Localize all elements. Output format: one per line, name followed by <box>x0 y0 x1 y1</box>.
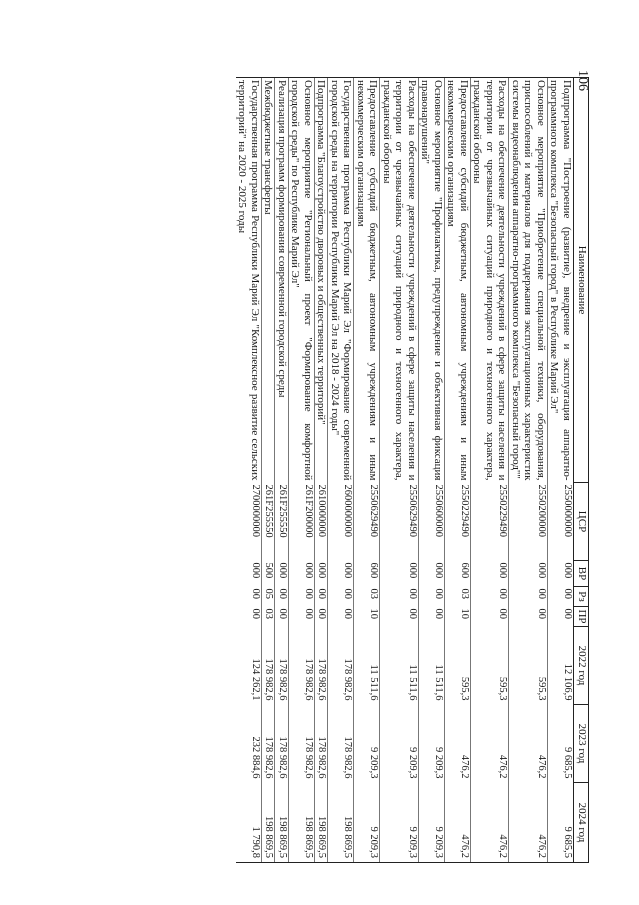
cell-rz: 00 <box>471 587 510 607</box>
cell-pr: 00 <box>380 607 419 627</box>
cell-2023: 476,2 <box>509 705 548 783</box>
cell-2022: 178 982,6 <box>275 627 289 705</box>
cell-csr: 2550000000 <box>548 483 574 561</box>
cell-name: Основное мероприятие "Профилактика, предупреждение и объективная фиксация правонарушений" <box>419 78 445 483</box>
cell-name: Расходы на обеспечение деятельности учреждений в сфере защиты населения и территории от чрезвычайных ситуаций природного и техногенного характера, гражданской обороны <box>380 78 419 483</box>
cell-pr: 00 <box>419 607 445 627</box>
table-body <box>236 78 574 863</box>
cell-name: Государственная программа Республики Марий Эл "Формирование современной городской среды на территории Республики Марий Эл на 2018 - 2024 годы" <box>328 78 354 483</box>
cell-2023: 9 209,3 <box>419 705 445 783</box>
cell-vr: 600 <box>445 561 471 587</box>
cell-2023: 232 884,6 <box>236 705 262 783</box>
cell-2022: 178 982,6 <box>315 627 329 705</box>
cell-pr: 00 <box>315 607 329 627</box>
cell-csr: 2550200000 <box>509 483 548 561</box>
cell-rz: 00 <box>509 587 548 607</box>
cell-2024: 198 869,5 <box>262 783 276 863</box>
cell-vr: 000 <box>315 561 329 587</box>
cell-2022: 595,3 <box>471 627 510 705</box>
cell-2022: 595,3 <box>445 627 471 705</box>
cell-name: Основное мероприятие "Приобретение специальной техники, оборудования, приспособлений и материалов для поддержания эксплуатационных характеристик системы видеонаблюдения аппаратно-программного комплекса "Безопасный город"" <box>509 78 548 483</box>
cell-csr: 261F255550 <box>262 483 276 561</box>
cell-vr: 000 <box>328 561 354 587</box>
cell-name: Расходы на обеспечение деятельности учреждений в сфере защиты населения и территории от чрезвычайных ситуаций природного и техногенного характера, гражданской обороны <box>471 78 510 483</box>
cell-csr: 2550229490 <box>471 483 510 561</box>
cell-rz: 00 <box>275 587 289 607</box>
cell-rz: 00 <box>328 587 354 607</box>
cell-2024: 9 685,5 <box>548 783 574 863</box>
cell-2022: 11 511,6 <box>380 627 419 705</box>
table-row <box>471 78 510 863</box>
cell-name: Основное мероприятие "Региональный проект "Формирование комфортной городской среды" по Республике Марий Эл" <box>289 78 315 483</box>
cell-rz: 00 <box>236 587 262 607</box>
cell-pr: 00 <box>289 607 315 627</box>
table-row <box>509 78 548 863</box>
cell-2024: 1 790,8 <box>236 783 262 863</box>
table-row <box>419 78 445 863</box>
cell-vr: 500 <box>262 561 276 587</box>
cell-name: Государственная программа Республики Марий Эл "Комплексное развитие сельских территорий" на 2020 - 2025 годы <box>236 78 262 483</box>
table-row <box>275 78 289 863</box>
cell-2023: 9 685,5 <box>548 705 574 783</box>
cell-rz: 00 <box>315 587 329 607</box>
table-row <box>445 78 471 863</box>
cell-csr: 2610000000 <box>315 483 329 561</box>
cell-2023: 178 982,6 <box>315 705 329 783</box>
table-row <box>328 78 354 863</box>
cell-pr: 10 <box>445 607 471 627</box>
cell-vr: 000 <box>236 561 262 587</box>
cell-2023: 476,2 <box>471 705 510 783</box>
cell-name: Межбюджетные трансферты <box>262 78 276 483</box>
header-vr: ВР <box>574 561 589 587</box>
cell-pr: 00 <box>548 607 574 627</box>
cell-rz: 00 <box>419 587 445 607</box>
header-2023: 2023 год <box>574 705 589 783</box>
table-row <box>354 78 380 863</box>
rotated-page-content <box>104 77 589 862</box>
page-number: 106 <box>575 70 590 91</box>
cell-csr: 2700000000 <box>236 483 262 561</box>
cell-rz: 05 <box>262 587 276 607</box>
header-name: Наименование <box>574 78 589 483</box>
cell-2022: 12 106,9 <box>548 627 574 705</box>
cell-2022: 178 982,6 <box>262 627 276 705</box>
cell-name: Предоставление субсидий бюджетным, автономным учреждениям и иным некоммерческим организациям <box>354 78 380 483</box>
cell-2024: 9 209,3 <box>380 783 419 863</box>
budget-table <box>236 77 589 863</box>
cell-rz: 00 <box>289 587 315 607</box>
cell-pr: 00 <box>275 607 289 627</box>
cell-2022: 11 511,6 <box>354 627 380 705</box>
cell-vr: 000 <box>548 561 574 587</box>
table-header <box>574 78 589 863</box>
cell-2023: 178 982,6 <box>289 705 315 783</box>
cell-2024: 476,2 <box>471 783 510 863</box>
cell-2024: 476,2 <box>445 783 471 863</box>
header-csr: ЦСР <box>574 483 589 561</box>
header-rz: Рз <box>574 587 589 607</box>
cell-2023: 178 982,6 <box>328 705 354 783</box>
cell-2022: 178 982,6 <box>289 627 315 705</box>
cell-2024: 198 869,5 <box>289 783 315 863</box>
cell-vr: 000 <box>509 561 548 587</box>
cell-2022: 595,3 <box>509 627 548 705</box>
cell-2024: 198 869,5 <box>275 783 289 863</box>
cell-2024: 198 869,5 <box>315 783 329 863</box>
cell-2023: 178 982,6 <box>262 705 276 783</box>
cell-pr: 00 <box>328 607 354 627</box>
cell-csr: 261F200000 <box>289 483 315 561</box>
cell-vr: 000 <box>275 561 289 587</box>
cell-vr: 600 <box>354 561 380 587</box>
cell-2022: 178 982,6 <box>328 627 354 705</box>
cell-pr: 00 <box>509 607 548 627</box>
cell-rz: 00 <box>548 587 574 607</box>
header-2022: 2022 год <box>574 627 589 705</box>
cell-rz: 03 <box>445 587 471 607</box>
cell-2023: 9 209,3 <box>354 705 380 783</box>
table-row <box>548 78 574 863</box>
cell-2023: 476,2 <box>445 705 471 783</box>
cell-vr: 000 <box>380 561 419 587</box>
table-row <box>289 78 315 863</box>
cell-csr: 2550629490 <box>354 483 380 561</box>
cell-name: Предоставление субсидий бюджетным, автономным учреждениям и иным некоммерческим организациям <box>445 78 471 483</box>
header-pr: ПР <box>574 607 589 627</box>
cell-2023: 178 982,6 <box>275 705 289 783</box>
cell-csr: 2600000000 <box>328 483 354 561</box>
header-2024: 2024 год <box>574 783 589 863</box>
cell-csr: 2550229490 <box>445 483 471 561</box>
cell-2022: 11 511,6 <box>419 627 445 705</box>
cell-2024: 476,2 <box>509 783 548 863</box>
cell-name: Подпрограмма "Построение (развитие), внедрение и эксплуатация аппаратно-программного комплекса "Безопасный город" в Республике Марий Эл" <box>548 78 574 483</box>
cell-vr: 000 <box>471 561 510 587</box>
cell-2024: 9 209,3 <box>419 783 445 863</box>
cell-pr: 03 <box>262 607 276 627</box>
cell-rz: 03 <box>354 587 380 607</box>
cell-pr: 00 <box>471 607 510 627</box>
cell-pr: 00 <box>236 607 262 627</box>
cell-2022: 124 262,1 <box>236 627 262 705</box>
table-row <box>315 78 329 863</box>
table-row <box>380 78 419 863</box>
table-row <box>262 78 276 863</box>
cell-pr: 10 <box>354 607 380 627</box>
cell-csr: 2550629490 <box>380 483 419 561</box>
cell-2024: 9 209,3 <box>354 783 380 863</box>
cell-name: Реализация программ формирования современной городской среды <box>275 78 289 483</box>
cell-rz: 00 <box>380 587 419 607</box>
cell-name: Подпрограмма "Благоустройство дворовых и общественных территорий" <box>315 78 329 483</box>
cell-csr: 261F255550 <box>275 483 289 561</box>
cell-2024: 198 869,5 <box>328 783 354 863</box>
cell-vr: 000 <box>419 561 445 587</box>
cell-csr: 2550600000 <box>419 483 445 561</box>
cell-vr: 000 <box>289 561 315 587</box>
table-row <box>236 78 262 863</box>
cell-2023: 9 209,3 <box>380 705 419 783</box>
